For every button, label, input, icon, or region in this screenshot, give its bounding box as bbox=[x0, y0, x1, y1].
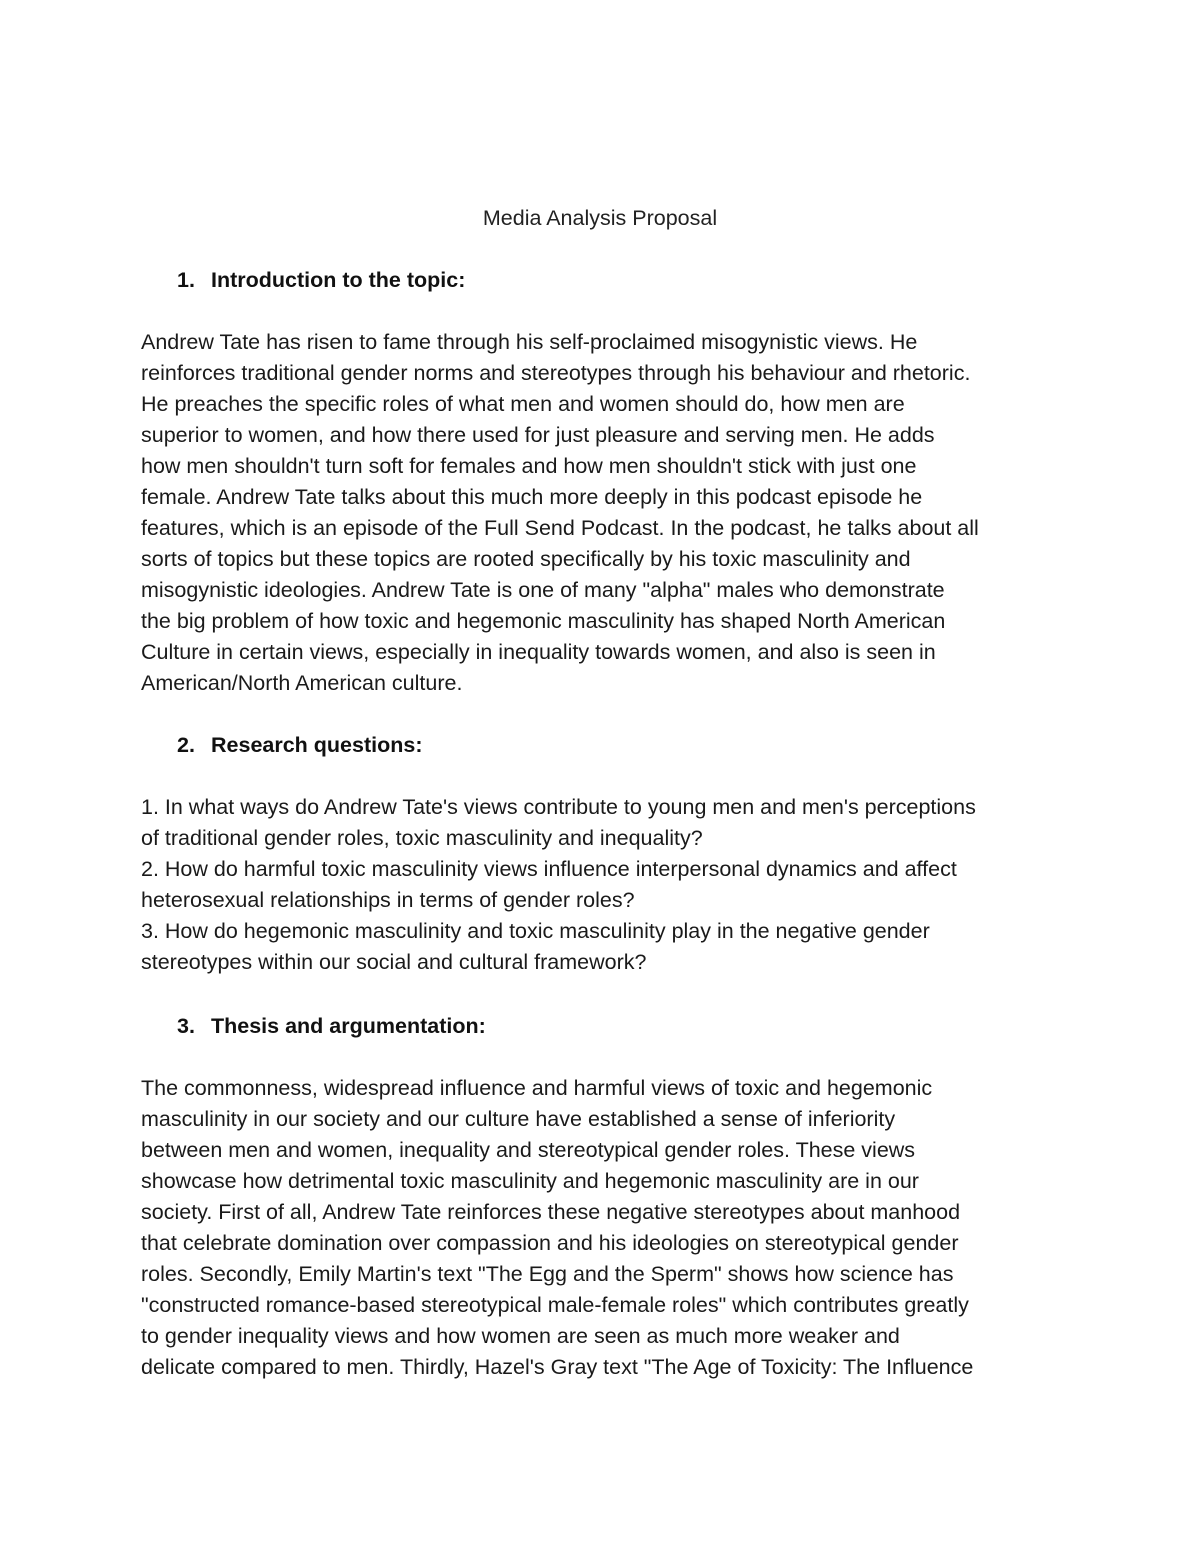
paragraph-line: He preaches the specific roles of what men and women should do, how men are bbox=[141, 392, 905, 416]
paragraph-line: stereotypes within our social and cultural framework? bbox=[141, 950, 647, 974]
paragraph-line: society. First of all, Andrew Tate reinforces these negative stereotypes about manhood bbox=[141, 1200, 961, 1224]
introduction-paragraph bbox=[141, 327, 1101, 699]
research-questions-list bbox=[141, 792, 1101, 978]
section-heading-research-questions bbox=[177, 730, 422, 761]
paragraph-line: between men and women, inequality and stereotypical gender roles. These views bbox=[141, 1138, 916, 1162]
paragraph-line: that celebrate domination over compassion and his ideologies on stereotypical gender bbox=[141, 1231, 959, 1255]
paragraph-line: of traditional gender roles, toxic masculinity and inequality? bbox=[141, 826, 703, 850]
paragraph-line: "constructed romance-based stereotypical male-female roles" which contributes greatly bbox=[141, 1293, 969, 1317]
paragraph-line: how men shouldn't turn soft for females and how men shouldn't stick with just one bbox=[141, 454, 917, 478]
paragraph-line: the big problem of how toxic and hegemonic masculinity has shaped North American bbox=[141, 609, 946, 633]
paragraph-line: reinforces traditional gender norms and stereotypes through his behaviour and rhetoric. bbox=[141, 361, 971, 385]
section-heading-label: Research questions: bbox=[211, 733, 423, 757]
paragraph-line: delicate compared to men. Thirdly, Hazel's Gray text "The Age of Toxicity: The Influence bbox=[141, 1355, 974, 1379]
page-title: Media Analysis Proposal bbox=[482, 206, 718, 230]
section-heading-thesis bbox=[177, 1011, 486, 1042]
paragraph-line: superior to women, and how there used for just pleasure and serving men. He adds bbox=[141, 423, 935, 447]
paragraph-line: masculinity in our society and our culture have established a sense of inferiority bbox=[141, 1107, 896, 1131]
paragraph-line: 1. In what ways do Andrew Tate's views contribute to young men and men's perceptions bbox=[141, 795, 976, 819]
section-number: 3. bbox=[177, 1014, 195, 1038]
paragraph-line: American/North American culture. bbox=[141, 671, 463, 695]
section-number: 1. bbox=[177, 268, 195, 292]
paragraph-line: 2. How do harmful toxic masculinity views influence interpersonal dynamics and affect bbox=[141, 857, 957, 881]
paragraph-line: showcase how detrimental toxic masculinity and hegemonic masculinity are in our bbox=[141, 1169, 919, 1193]
paragraph-line: heterosexual relationships in terms of gender roles? bbox=[141, 888, 635, 912]
paragraph-line: features, which is an episode of the Full Send Podcast. In the podcast, he talks about all bbox=[141, 516, 979, 540]
paragraph-line: Culture in certain views, especially in inequality towards women, and also is seen in bbox=[141, 640, 936, 664]
paragraph-line: roles. Secondly, Emily Martin's text "The Egg and the Sperm" shows how science has bbox=[141, 1262, 954, 1286]
paragraph-line: The commonness, widespread influence and harmful views of toxic and hegemonic bbox=[141, 1076, 933, 1100]
section-heading-label: Thesis and argumentation: bbox=[211, 1014, 486, 1038]
paragraph-line: misogynistic ideologies. Andrew Tate is one of many "alpha" males who demonstrate bbox=[141, 578, 945, 602]
paragraph-line: to gender inequality views and how women are seen as much more weaker and bbox=[141, 1324, 900, 1348]
paragraph-line: Andrew Tate has risen to fame through his self-proclaimed misogynistic views. He bbox=[141, 330, 918, 354]
paragraph-line: sorts of topics but these topics are rooted specifically by his toxic masculinity and bbox=[141, 547, 911, 571]
section-number: 2. bbox=[177, 733, 195, 757]
section-heading-introduction bbox=[177, 265, 465, 296]
section-heading-label: Introduction to the topic: bbox=[211, 268, 466, 292]
thesis-paragraph bbox=[141, 1073, 1101, 1383]
paragraph-line: 3. How do hegemonic masculinity and toxic masculinity play in the negative gender bbox=[141, 919, 930, 943]
paragraph-line: female. Andrew Tate talks about this much more deeply in this podcast episode he bbox=[141, 485, 923, 509]
